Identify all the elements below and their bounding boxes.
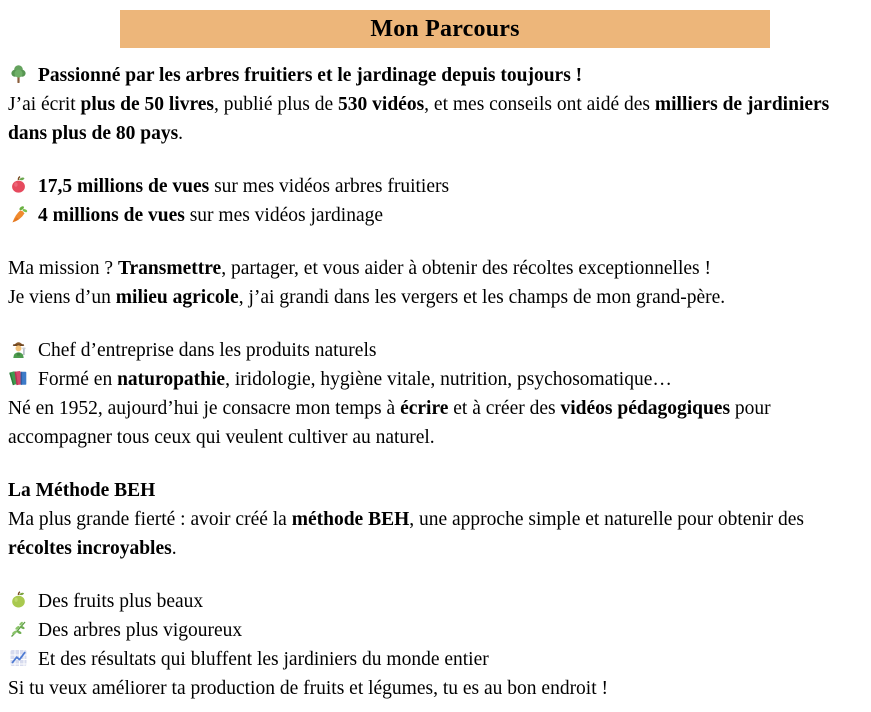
paragraph-block-results (8, 587, 863, 703)
body-text: Chef d’entreprise dans les produits naturels (38, 340, 377, 361)
text-line (8, 616, 863, 645)
carrot-icon (8, 204, 29, 224)
body-text: , partager, et vous aider à obtenir des récoltes exceptionnelles ! (221, 258, 711, 279)
body-text: Si tu veux améliorer ta production de fruits et légumes, tu es au bon endroit ! (8, 678, 609, 699)
body-text: , iridologie, hygiène vitale, nutrition, psychosomatique… (225, 369, 672, 390)
text-line (8, 365, 863, 394)
body-text: Ma plus grande fierté : avoir créé la (8, 509, 292, 530)
body-text: Et des résultats qui bluffent les jardiniers du monde entier (38, 649, 489, 670)
body-text: Né en 1952, aujourd’hui je consacre mon temps à (8, 398, 401, 419)
document-body (0, 48, 871, 703)
body-text: sur mes vidéos jardinage (184, 205, 384, 226)
bold-text: naturopathie (117, 369, 226, 390)
body-text: Des fruits plus beaux (38, 591, 204, 612)
paragraph-block-methode-beh (8, 476, 863, 563)
text-line (8, 587, 863, 616)
paragraph-block-background (8, 336, 863, 452)
body-text: J’ai écrit (8, 94, 81, 115)
text-line (8, 61, 863, 90)
paragraph-block-mission (8, 254, 863, 312)
body-text: , publié plus de (214, 94, 339, 115)
text-line (8, 674, 863, 703)
text-line (8, 201, 863, 230)
bold-text: 17,5 millions de vues (38, 176, 210, 197)
chart-increasing-icon (8, 648, 29, 668)
body-text: . (171, 538, 177, 559)
bold-text: vidéos pédagogiques (560, 398, 731, 419)
bold-text: 530 vidéos (338, 94, 425, 115)
paragraph-block-stats (8, 172, 863, 230)
body-text: . (178, 123, 184, 144)
bold-text: milieu agricole (115, 287, 239, 308)
bold-text: Transmettre (117, 258, 222, 279)
text-line (8, 90, 863, 148)
bold-text: plus de 50 livres (80, 94, 214, 115)
body-text: , et mes conseils ont aidé des (424, 94, 655, 115)
tree-icon (8, 64, 29, 84)
bold-text: récoltes incroyables (8, 538, 172, 559)
text-line (8, 172, 863, 201)
text-line (8, 254, 863, 283)
bold-text: milliers de jardiniers dans plus de 80 pays (8, 94, 830, 144)
page-title: Mon Parcours (370, 15, 520, 42)
bold-text: écrire (400, 398, 449, 419)
body-text: , j’ai grandi dans les vergers et les champs de mon grand-père. (238, 287, 726, 308)
body-text: Des arbres plus vigoureux (38, 620, 243, 641)
body-text: pour accompagner tous ceux qui veulent cultiver au naturel. (8, 398, 771, 448)
books-icon (8, 368, 29, 388)
bold-text: méthode BEH (291, 509, 410, 530)
body-text: sur mes vidéos arbres fruitiers (209, 176, 450, 197)
red-apple-icon (8, 175, 29, 195)
text-line (8, 283, 863, 312)
title-banner (120, 10, 770, 48)
bold-text: La Méthode BEH (8, 480, 156, 501)
bold-text: Passionné par les arbres fruitiers et le jardinage depuis toujours ! (38, 65, 583, 86)
bold-text: 4 millions de vues (38, 205, 185, 226)
body-text: Formé en (38, 369, 118, 390)
text-line (8, 645, 863, 674)
body-text: Ma mission ? (8, 258, 118, 279)
text-line (8, 476, 863, 505)
paragraph-block-intro (8, 61, 863, 148)
text-line (8, 394, 863, 452)
herb-icon (8, 619, 29, 639)
text-line (8, 336, 863, 365)
text-line (8, 505, 863, 563)
body-text: , une approche simple et naturelle pour obtenir des (409, 509, 804, 530)
body-text: Je viens d’un (8, 287, 116, 308)
body-text: et à créer des (448, 398, 561, 419)
farmer-icon (8, 339, 29, 359)
green-apple-icon (8, 590, 29, 610)
